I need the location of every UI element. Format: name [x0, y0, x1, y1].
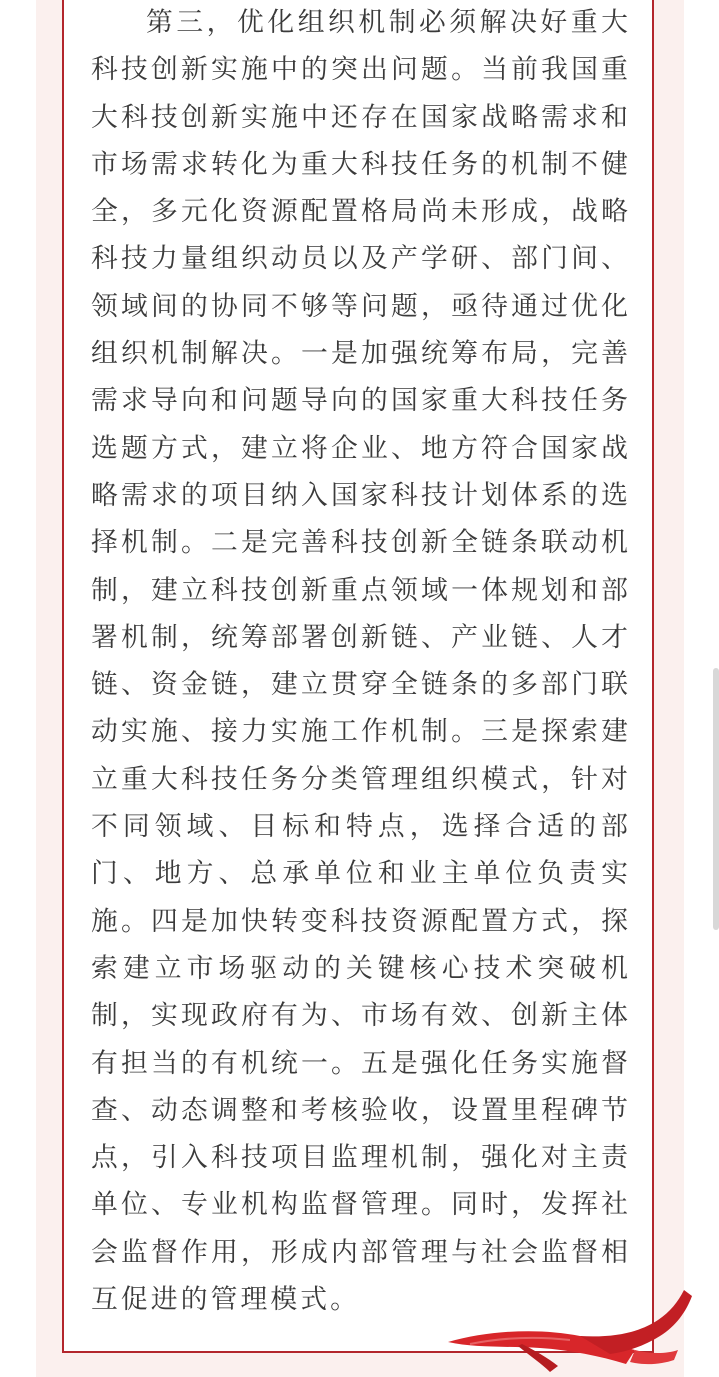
red-ribbon-icon: [430, 1280, 719, 1377]
scrollbar-thumb[interactable]: [713, 668, 719, 930]
article-paragraph: 第三，优化组织机制必须解决好重大科技创新实施中的突出问题。当前我国重大科技创新实施中还存在国家战略需求和市场需求转化为重大科技任务的机制不健全，多元化资源配置格局尚未形成，战略科技力量组织动员以及产学研、部门间、领域间的协同不够等问题，亟待通过优化组织机制解决。一是加强统筹布局，完善需求导向和问题导向的国家重大科技任务选题方式，建立将企业、地方符合国家战略需求的项目纳入国家科技计划体系的选择机制。二是完善科技创新全链条联动机制，建立科技创新重点领域一体规划和部署机制，统筹部署创新链、产业链、人才链、资金链，建立贯穿全链条的多部门联动实施、接力实施工作机制。三是探索建立重大科技任务分类管理组织模式，针对不同领域、目标和特点，选择合适的部门、地方、总承单位和业主单位负责实施。四是加快转变科技资源配置方式，探索建立市场驱动的关键核心技术突破机制，实现政府有为、市场有效、创新主体有担当的有机统一。五是强化任务实施督查、动态调整和考核验收，设置里程碑节点，引入科技项目监理机制，强化对主责单位、专业机构监督管理。同时，发挥社会监督作用，形成内部管理与社会监督相互促进的管理模式。: [91, 7, 631, 1316]
